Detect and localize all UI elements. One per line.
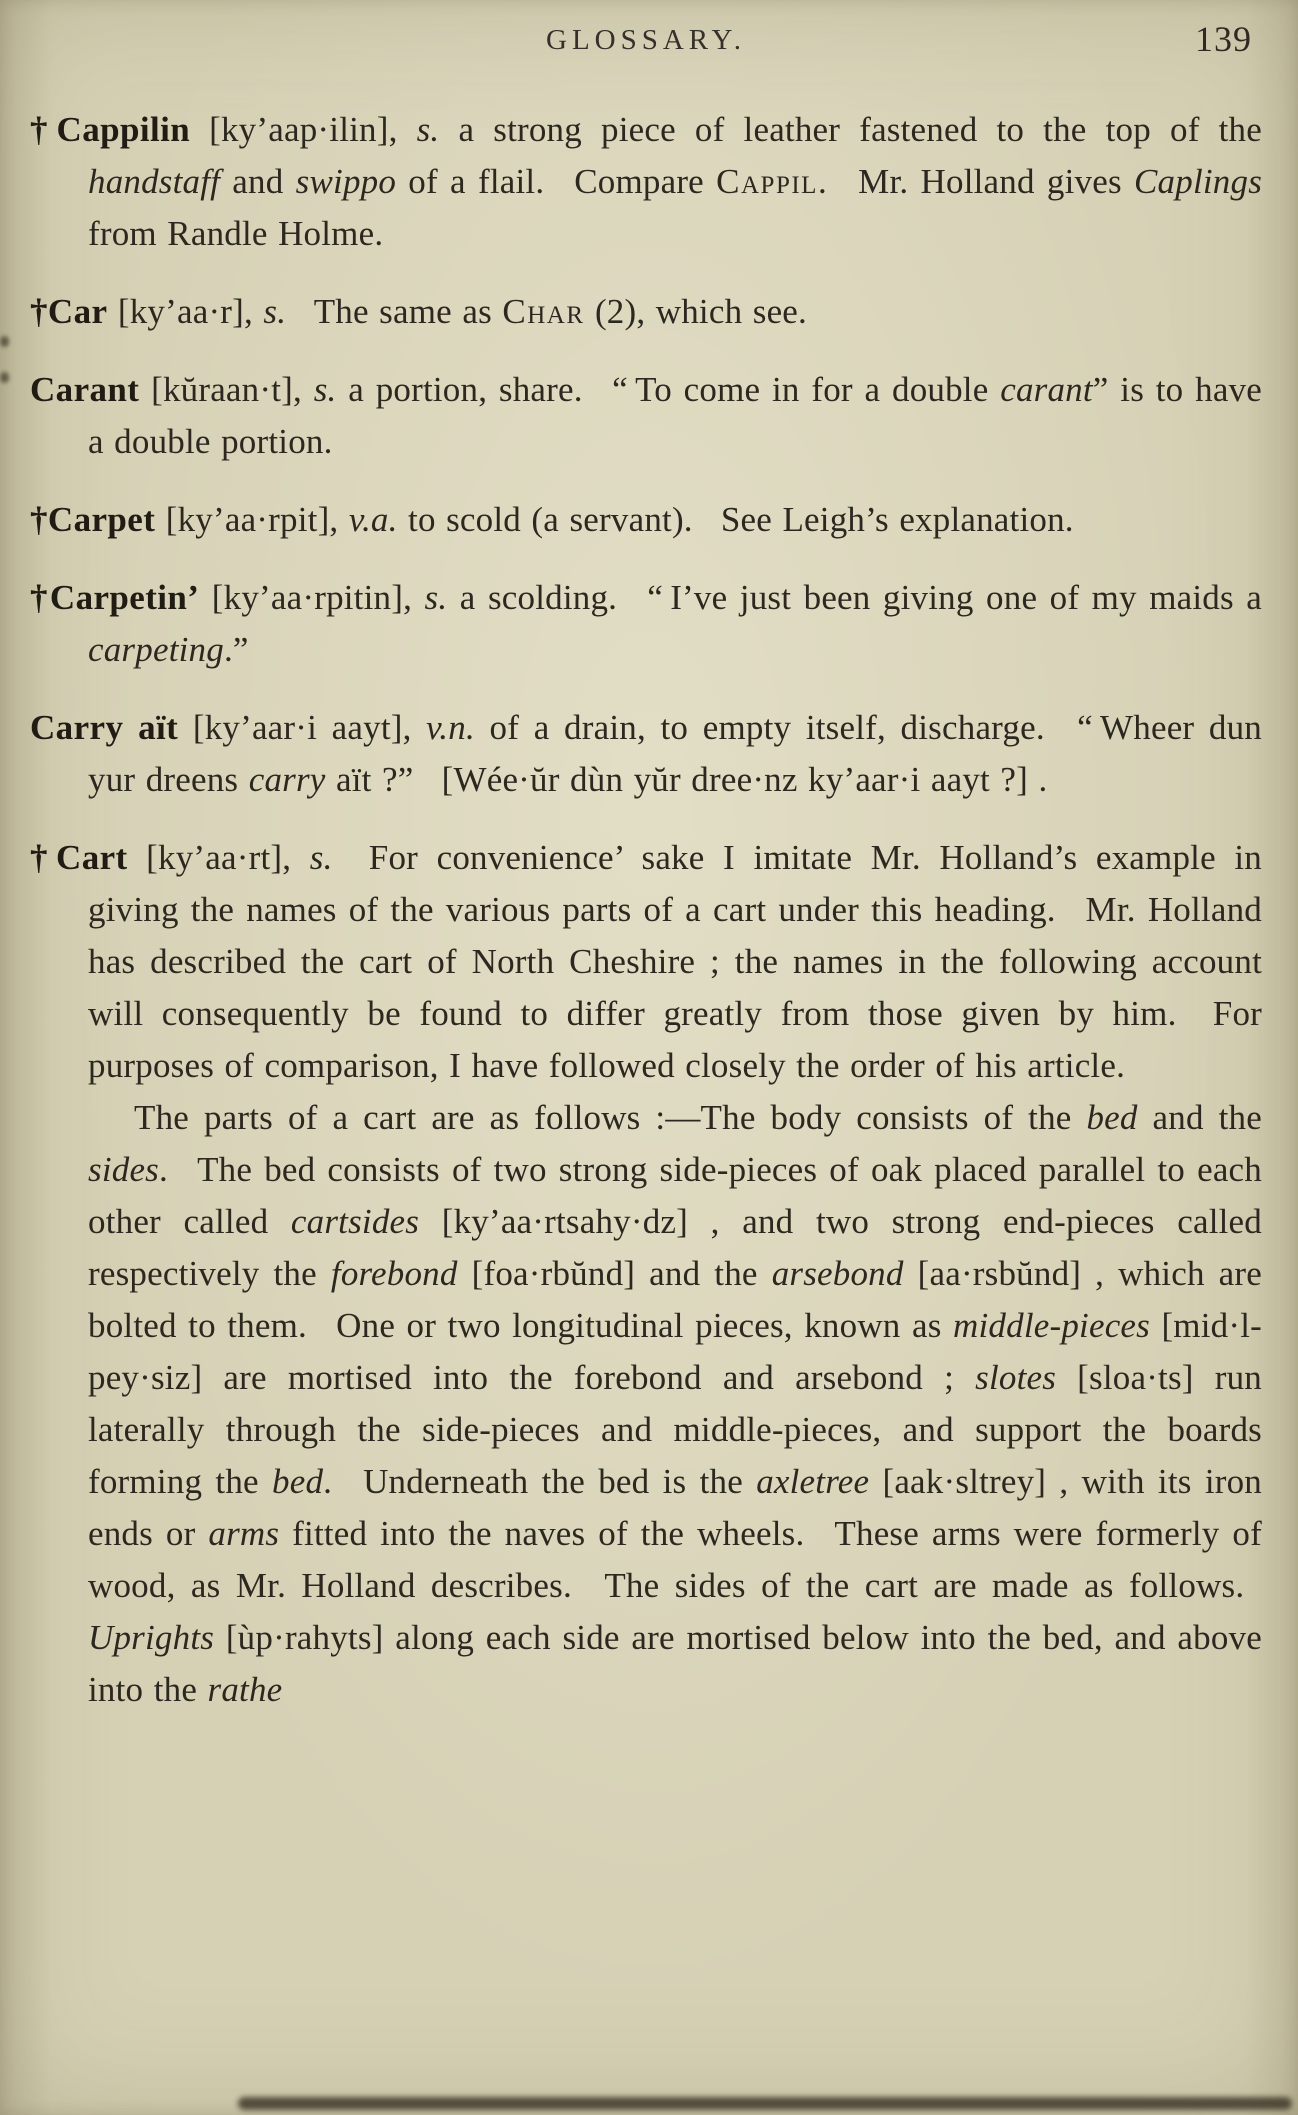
- text-run: †Cart: [30, 838, 128, 877]
- text-run: †Carpet: [30, 500, 156, 539]
- scan-artifact-mark: [0, 372, 9, 383]
- text-run: s.: [263, 292, 287, 331]
- text-run: bed: [272, 1462, 324, 1501]
- text-run: †Cappilin: [30, 110, 191, 149]
- text-run: a scolding. “ I’ve just been giving one of my maids a: [447, 578, 1263, 617]
- text-run: [ky’aa·r],: [107, 292, 264, 331]
- text-run: from Randle Holme.: [88, 214, 384, 253]
- text-run: arsebond: [771, 1254, 904, 1293]
- text-run: [sloa·ts] run laterally through the side-pieces and middle-pieces, and support the boards forming the: [88, 1358, 1262, 1501]
- page-number: 139: [1195, 19, 1252, 59]
- text-run: [foa·rbŭnd] and the: [457, 1254, 772, 1293]
- text-run: of a flail. Compare: [396, 162, 717, 201]
- text-run: [mid·l-pey·siz] are mortised into the forebond and arsebond ;: [88, 1306, 1262, 1397]
- text-run: s.: [309, 838, 333, 877]
- text-run: . The bed consists of two strong side-pieces of oak placed parallel to each other called: [88, 1150, 1262, 1241]
- text-run: rathe: [207, 1670, 283, 1709]
- text-run: The parts of a cart are as follows :—The body consists of the: [134, 1098, 1087, 1137]
- text-run: axletree: [756, 1462, 870, 1501]
- text-run: ” is to have a double portion.: [88, 370, 1262, 461]
- glossary-entry: [30, 286, 1262, 338]
- text-run: [ky’aa·rpitin],: [199, 578, 425, 617]
- text-run: middle-pieces: [953, 1306, 1150, 1345]
- text-run: [ky’aar·i aayt],: [178, 708, 427, 747]
- glossary-entry: [30, 494, 1262, 546]
- text-run: Char: [502, 292, 585, 331]
- glossary-entry: [30, 104, 1262, 260]
- text-run: of a drain, to empty itself, discharge. “ Wheer dun yur dreens: [88, 708, 1262, 799]
- text-run: . Underneath the bed is the: [323, 1462, 757, 1501]
- text-run: fitted into the naves of the wheels. These arms were formerly of wood, as Mr. Holland describes. The sides of the cart are made as follows.: [88, 1514, 1262, 1605]
- text-run: s.: [416, 110, 440, 149]
- text-run: sides: [88, 1150, 159, 1189]
- text-run: Caplings: [1134, 162, 1263, 201]
- text-run: s.: [424, 578, 448, 617]
- text-run: Mr. Holland gives: [828, 162, 1134, 201]
- text-run: [ky’aa·rpit],: [155, 500, 349, 539]
- text-run: and: [220, 162, 296, 201]
- text-run: forebond: [330, 1254, 458, 1293]
- text-run: to scold (a servant). See Leigh’s explanation.: [397, 500, 1074, 539]
- text-run: [ky’aap·ilin],: [190, 110, 417, 149]
- text-run: †Car: [30, 292, 108, 331]
- text-run: carry: [248, 760, 326, 799]
- text-run: Carant: [30, 370, 140, 409]
- glossary-entry: [30, 364, 1262, 468]
- page-header: [30, 16, 1262, 78]
- text-run: [ùp·rahyts] along each side are mortised below into the bed, and above into the: [88, 1618, 1262, 1709]
- text-run: For convenience’ sake I imitate Mr. Holland’s example in giving the names of the various parts of a cart under this heading. Mr. Holland has described the cart of North Cheshire ; the names in the following account will consequently be found to differ greatly from those given by him. For purposes of comparison, I have followed closely the order of his article.: [88, 838, 1263, 1085]
- text-run: handstaff: [88, 162, 221, 201]
- text-run: carpeting: [88, 630, 224, 669]
- text-run: carant: [1000, 370, 1093, 409]
- text-run: a strong piece of leather fastened to the top of the: [439, 110, 1262, 149]
- text-run: [kŭraan·t],: [139, 370, 314, 409]
- text-run: [aak·sltrey] , with its iron ends or: [88, 1462, 1262, 1553]
- glossary-entries: [30, 104, 1262, 1716]
- glossary-entry: [30, 702, 1262, 806]
- text-run: slotes: [975, 1358, 1057, 1397]
- text-run: Carry aït: [30, 708, 179, 747]
- scan-artifact-mark: [0, 336, 9, 347]
- glossary-entry: [88, 1092, 1262, 1716]
- text-run: The same as: [286, 292, 503, 331]
- text-run: cartsides: [290, 1202, 420, 1241]
- text-run: Cappil.: [716, 162, 829, 201]
- running-head: GLOSSARY.: [546, 24, 746, 56]
- text-run: †Carpetin’: [30, 578, 200, 617]
- text-run: a portion, share. “ To come in for a double: [336, 370, 1001, 409]
- glossary-entry: [30, 572, 1262, 676]
- scan-artifact-bottom-edge: [238, 2097, 1292, 2110]
- text-run: [aa·rsbŭnd] , which are bolted to them. One or two longitudinal pieces, known as: [88, 1254, 1263, 1345]
- text-run: .”: [223, 630, 249, 669]
- text-run: arms: [208, 1514, 280, 1553]
- text-run: v.n.: [426, 708, 475, 747]
- text-run: [ky’aa·rtsahy·dz] , and two strong end-pieces called respectively the: [88, 1202, 1262, 1293]
- text-run: s.: [313, 370, 337, 409]
- text-run: aït ?” [Wée·ŭr dùn yŭr dree·nz ky’aar·i aayt ?] .: [325, 760, 1048, 799]
- text-run: Uprights: [88, 1618, 215, 1657]
- text-run: and the: [1137, 1098, 1262, 1137]
- text-run: v.a.: [348, 500, 398, 539]
- glossary-entry: [30, 832, 1262, 1092]
- text-run: [ky’aa·rt],: [127, 838, 310, 877]
- text-run: (2), which see.: [584, 292, 807, 331]
- text-run: swippo: [295, 162, 397, 201]
- text-run: bed: [1086, 1098, 1138, 1137]
